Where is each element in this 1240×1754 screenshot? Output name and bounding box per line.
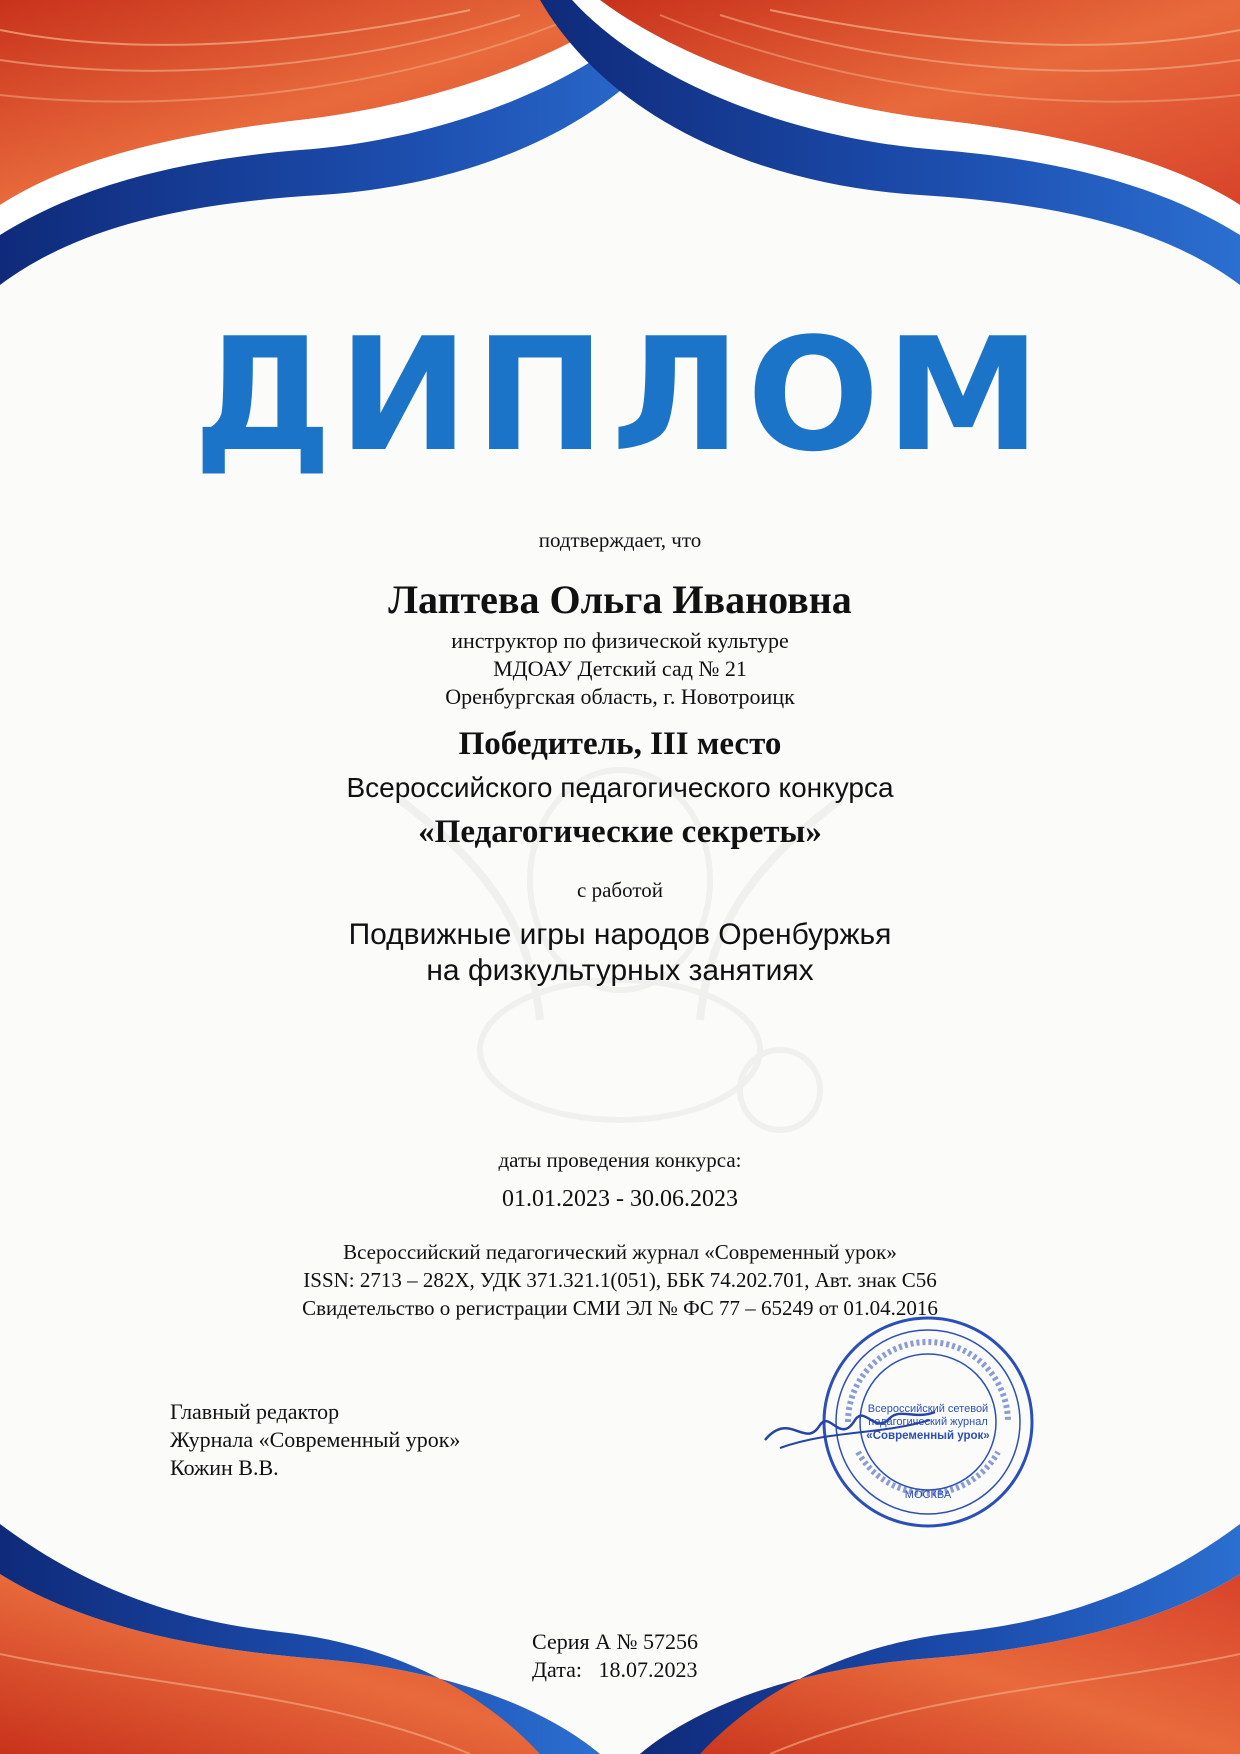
- confirms-text: подтверждает, что: [538, 528, 702, 552]
- decorative-ribbon-bottom: [0, 1454, 1240, 1754]
- stamp-city: МОСКВА: [904, 1489, 952, 1501]
- journal-line-2: ISSN: 2713 – 282X, УДК 371.321.1(051), ББК 74.202.701, Авт. знак С56: [303, 1268, 937, 1292]
- recipient-name: Лаптева Ольга Ивановна: [388, 577, 852, 622]
- stamp-line-3: «Современный урок»: [866, 1430, 990, 1442]
- work-title-line-2: на физкультурных занятиях: [426, 954, 814, 987]
- award-contest-name: «Педагогические секреты»: [418, 814, 822, 850]
- award-contest-line: Всероссийского педагогического конкурса: [346, 772, 894, 803]
- recipient-organization: МДОАУ Детский сад № 21: [493, 656, 747, 681]
- recipient-position: инструктор по физической культуре: [451, 628, 789, 653]
- editor-signature: [760, 1390, 940, 1460]
- stamp-line-1: Всероссийский сетевой: [867, 1403, 989, 1415]
- work-title-line-1: Подвижные игры народов Оренбуржья: [348, 918, 892, 951]
- stamp-line-2: педагогический журнал: [868, 1416, 988, 1428]
- series-number: Серия А № 57256: [532, 1629, 698, 1654]
- dates-label: даты проведения конкурса:: [498, 1148, 742, 1172]
- dates-value: 01.01.2023 - 30.06.2023: [502, 1186, 738, 1212]
- journal-line-3: Свидетельство о регистрации СМИ ЭЛ № ФС 77 – 65249 от 01.04.2016: [302, 1296, 938, 1320]
- issue-date: Дата: 18.07.2023: [532, 1657, 698, 1682]
- editor-journal: Журнала «Современный урок»: [170, 1427, 461, 1452]
- award-place: Победитель, III место: [458, 726, 782, 762]
- recipient-region: Оренбургская область, г. Новотроицк: [445, 684, 795, 709]
- decorative-ribbon-top: [0, 0, 1240, 300]
- journal-line-1: Всероссийский педагогический журнал «Современный урок»: [343, 1240, 897, 1264]
- work-intro: с работой: [577, 878, 663, 902]
- editor-name: Кожин В.В.: [170, 1455, 279, 1480]
- series-block: [532, 1628, 698, 1684]
- diploma-title: ДИПЛОМ: [193, 304, 1047, 486]
- editor-role: Главный редактор: [170, 1399, 340, 1424]
